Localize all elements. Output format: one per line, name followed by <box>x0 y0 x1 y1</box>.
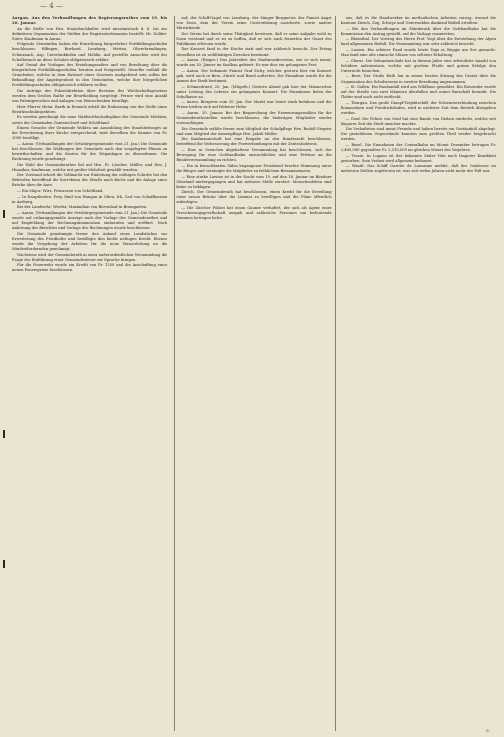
article-paragraph: — Aarau. Der bekannte Pianist Graf Zichy, welcher gestern hier ein Konzert gab, wird auch in Bern, Zürich und Basel auftreten. Die Einnahme wurde für die Armen der Stadt bestimmt. <box>176 68 332 83</box>
page-folio: — 4 — <box>40 2 63 10</box>
article-paragraph: Es werden genehmigt die neue Waldwirthschaftspläne der Gemeinde Möriken, sowie der Gemeinden Gontenschwil und Schöftland. <box>12 115 168 125</box>
binding-mark <box>3 210 5 218</box>
column-right <box>341 16 496 731</box>
article-paragraph: — Bei den Verhandlungen im Ständerath über die Gotthardbahn hat die Kommission den Antrag gestellt, auf die Vorlage einzutreten. <box>340 26 496 36</box>
article-paragraph: — Ein Major: Wirz, Franzosen von Schöftland. <box>17 189 104 194</box>
article-paragraph: — Rheinthal. Der Vortrag des Herrn Prof. Vogt über die Entstehung der Alpen fand allgemeinen Beifall. Die Versammlung war sehr zahlreich besucht. <box>340 37 496 47</box>
article-paragraph: Die Gemeinde genehmigte ferner den Ankauf eines Landstückes zur Erweiterung des Friedhofes und bewilligte den hiefür nöthigen Kredit. Ebenso wurde die Vergebung der Arbeiten für die neue Wasserleitung an die Mindestfordernden genehmigt. <box>12 231 168 251</box>
article-paragraph: — Glarus. Die Sekundarschule hat in diesem Jahre eine erfreuliche Anzahl von Schülern aufzuweisen, welche mit großem Fleiße und gutem Erfolge den Unterricht besuchen. <box>340 58 496 73</box>
article-paragraph: — Aarau, 20. Januar. Bei der Besprechung der Erneuerungswahlen für die Gemeinderathsstellen wurde beschlossen, die bisherigen Mitglieder wieder vorzuschlagen. <box>176 111 332 126</box>
article-paragraph: aus, daß es die Handwerker im methodischen Arbeiten vorzog, worauf die Kantone Zürich, Zug, Schwyz und Unterwalden dankend Beifall erteilten. <box>340 16 496 26</box>
article-paragraph: Das Konzert fand in der Kirche statt und war zahlreich besucht. Der Ertrag desselben ist zu wohlthätigen Zwecken bestimmt. <box>176 47 332 57</box>
article-paragraph: — Ein in benachbarten Sälen begangener Festabend brachte Stimmung unter die Bürger und vereinigte die Mitglieder zu fröhlichem Beisammensein. <box>176 163 332 173</box>
article-paragraph: Folgende Gemeinden haben die Einrichtung bürgerlicher Fortbildungsschulen beschlossen: Effingen, Birrhard, Lenzburg, Mettau, Oberehrendingen, Schinznach, Asp, Unterlunkhofen und Möhlin. Auf gestellte Ansuchen wird der Schulbesuch an diese Schulen obligatorisch erklärt. <box>12 42 168 62</box>
binding-mark <box>3 560 5 568</box>
article-paragraph: Der Verein hat durch seine Thätigkeit bewiesen, daß er seine Aufgabe wohl zu lösen verstand und es ist zu hoffen, daß er sich auch fernerhin der Gunst des Publikums erfreuen werde. <box>176 31 332 46</box>
article-paragraph: — Tessin. In Lugano ist der bekannte Maler Vela nach längerer Krankheit gestorben. Sein Verlust wird allgemein bedauert. <box>340 153 496 163</box>
article-paragraph: Herr Pfarrer Heinr. Barth in Reinach erhält die Entlassung von der Stelle eines Bezirksschulinspektors. <box>12 104 168 114</box>
article-columns <box>12 16 496 731</box>
article-paragraph: — Bern. Der Große Rath hat in seiner letzten Sitzung das Gesetz über die Organisation des Schulwesens in zweiter Berathung angenommen. <box>340 74 496 84</box>
article-paragraph: An die Stelle von Hrn. Staatsbuchhalter wird interimistisch d. h. bis zur definitiven Organisation der Stellen der Registraturbeamten bestellt: Hr. Dolder-Suter, Kaufmann in Aarau. <box>12 26 168 41</box>
article-paragraph: Auf Grund der Vorlagen des Erziehungsrathes und von Berathung über die bürgerlichen Fortbildungsschulen beraten und festgestellt. Dieselbe enthält die Grundsätze, welche in dem Entwurf eines Gesetzes maßgebend sein sollen bei Behandlung der Angelegenheit in den Gemeinden, welche ihre bürgerlichen Fortbildungsschulen obligatorisch erklären wollen. <box>12 63 168 88</box>
article-paragraph: — In Hauptleuten: Frey, Emil von Wangen in Olten; Ith, Carl von Schaffhausen in Aarburg. <box>12 194 168 204</box>
article-paragraph: — Aarau. (Einges.) Das Jahresfest des Stadtmusikvereins, wie er sich nennt, wurde am 20. Jänner im Saalbau gefeiert. Es war dies ein gelungenes Fest. <box>176 58 332 68</box>
article-paragraph: — Aarau. (Verhandlungen der Ortsbürgergemeinde vom 21. Jan.) Die Gemeinde wurde auf ordnungsgemäße Anzeige nach der Vorlage des Gemeinderathes und auf Empfehlung der Rechnungskommission einberufen und eröffnet. Nach Anhörung des Berichtes und Vorlage der Rechnungen wurde beschlossen. <box>12 211 168 231</box>
article-paragraph: — Die Zürcher Polizei hat einen Gauner verhaftet, der sich als Agent einer Versicherungsgesellschaft ausgab und zahlreiche Personen um bedeutende Summen betrogen hatte. <box>176 206 332 221</box>
column-middle <box>176 16 331 731</box>
binding-mark <box>3 430 5 438</box>
article-paragraph: — Thurgau. Das große Dampf-Trajektschiff, der Schienenverbindung zwischen Romanshorn und Friedrichshafen, wird in nächster Zeit dem Betrieb übergeben werden. <box>340 100 496 115</box>
article-paragraph: Aargau. Aus den Verhandlungen des Regierungsrathes vom 19. bis 20. Januar. <box>12 16 168 26</box>
article-paragraph: — Aarau. (Verhandlungen der Ortsbürgergemeinde vom 21. Jan.) Die Gemeinde hat beschlossen, die Waldungen der Gemeinde nach den vorgelegten Plänen zu bewirthschaften und die Kosten für die Weganlagen zu übernehmen. Die Rechnung wurde genehmigt. <box>12 141 168 162</box>
article-paragraph: Nächstens wird der Gemeinderath in einer außerordentlichen Versammlung die Frage der Einführung einer Gemeindesteuer zur Sprache bringen. <box>12 252 168 262</box>
article-paragraph: — Aarau. Bierpreis vom 20. Jan. Der Markt war heute stark befahren und die Preise hielten sich auf früherer Höhe. <box>176 100 332 110</box>
article-paragraph: — Waadt. Das Schiff Gazette de Lausanne meldet, daß der Genfersee an mehreren Stellen zugefroren ist, was seit vielen Jahren nicht mehr der Fall war. <box>340 164 496 174</box>
article-paragraph: auf; der Schiff-Gagel von Lenzburg, der Sänger Burgmeier, der Pianist Angst von Seon, dem der Verein seine Unterstützung zusicherte, sowie andere Mitwirkende. <box>176 16 332 31</box>
article-paragraph: — Luzern. Ein schöner Fund wurde letzte Tage in Weggis am See gemacht. Man fand eine alte römische Münze von seltener Erhaltung. <box>340 48 496 58</box>
article-paragraph: — Basel. Die Einnahmen der Centralbahn im Monat Dezember betrugen Fr. 2,480,000 gegenüber Fr. 2,310,000 im gleichen Monat des Vorjahres. <box>340 143 496 153</box>
article-paragraph: Die Gemeinde wählte ferner zum Mitglied der Schulpflege Hrn. Rudolf Siegrist und zum Mitglied der Armenpflege Hrn. Jakob Müller. <box>176 126 332 136</box>
article-paragraph: — Eine starke Lawine ist in der Nacht vom 15. auf den 16. Januar im Bündner Oberland niedergegangen und hat mehrere Ställe zerstört. Menschenleben sind keine zu beklagen. <box>176 174 332 189</box>
article-paragraph: Bei der Landwehr: Werder, Maximilian von Birrenlauf in Bremgarten. <box>17 205 148 210</box>
footer-mark: 8. <box>486 728 490 733</box>
article-paragraph: Die Anträge der Polizeidirektion über Revision des Wirthschaftsgesetzes werden dem Großen Rathe zur Beurtheilung vorgelegt. Ferner wird eine Anzahl von Patentgesuchen und Anlagen von Weinschenken bewilligt. <box>12 89 168 104</box>
article-paragraph: Für die Feuerwehr wurde ein Kredit von Fr. 1250 und die Anschaffung einer neuen Feuerspritze beschlossen. <box>12 263 168 273</box>
article-paragraph: Einem Gesuche der Gemeinde Wohlen um Auszahlung des Staatsbeitrages an die Erweiterung ihrer Kirche entsprechend, wird derselben die Summe von Fr. 3000 bewilligt. <box>12 126 168 141</box>
article-paragraph: — Schmiedrued, 20. Jan. (Mitgeth.) Gestern Abend gab hier der Männerchor unter Leitung des Lehrers ein gelungenes Konzert. Die Einnahmen fielen der Schulkasse zu. <box>176 84 332 99</box>
article-paragraph: — Genf. Die Polizei von Genf hat eine Bande von Dieben entdeckt, welche seit längerer Zeit die Stadt unsicher machte. <box>340 116 496 126</box>
article-paragraph: — St. Gallen. Ein Raubanfall wird aus Wildhaus gemeldet. Ein Reisender wurde auf der Straße von zwei Männern überfallen und seiner Barschaft beraubt. Die Thäter sind noch nicht entdeckt. <box>340 85 496 100</box>
article-paragraph: Die Wahl des Gemeinderathes fiel auf Hrn. Fr. Lüscher, Müller, und Hrn. J. Hunziker, Kaufmann, welche mit großer Mehrheit gewählt wurden. <box>12 162 168 172</box>
column-left <box>12 16 167 731</box>
binding-edge <box>3 0 7 737</box>
article-paragraph: Der Vorstand erhielt die Vollmacht zur Einleitung der nöthigen Schritte bei den Behörden betreffend die Korrektion der Straße nach Buchs und die Anlage einer Brücke über die Aare. <box>12 173 168 188</box>
article-paragraph: Die Kaufmannschaft hat eine Eingabe an den Bundesrath beschlossen, betreffend die Verbesserung der Postverbindungen mit der Zentralschweiz. <box>176 137 332 147</box>
article-paragraph: Zürich. Der Gemeinderath hat beschlossen, einen Kredit für die Erstellung einer neuen Brücke über die Limmat zu bewilligen und die Pläne öffentlich aufzulegen. <box>176 190 332 205</box>
article-paragraph: Die Verhafteten sind meist Fremde und haben bereits ein Geständniß abgelegt. Die gestohlenen Gegenstände konnten zum größten Theil wieder beigebracht werden. <box>340 127 496 142</box>
article-paragraph: — Eine in Grenchen abgehaltene Versammlung hat beschlossen, sich der Bewegung für eine Gotthardbahn anzuschließen und eine Petition an die Bundesversammlung zu richten. <box>176 148 332 163</box>
